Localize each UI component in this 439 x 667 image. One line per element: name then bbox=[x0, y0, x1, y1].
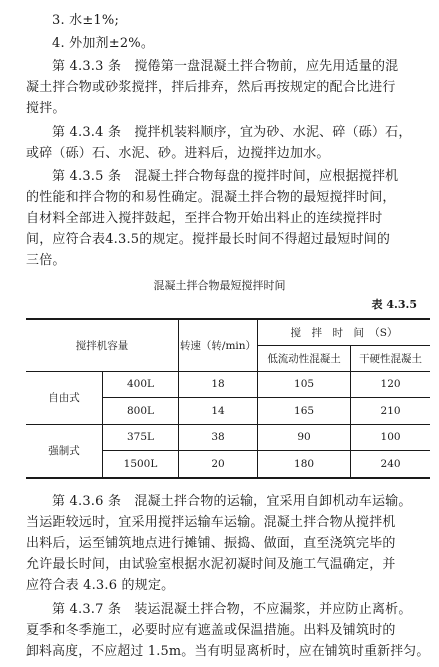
clause-4-3-4-line-2: 或碎（砾）石、水泥、砂。进料后，边搅拌边加水。 bbox=[26, 146, 330, 161]
table-number: 表 4.3.5 bbox=[371, 298, 417, 311]
clause-4-3-3-line-1: 第 4.3.3 条 搅倦第一盘混凝土拌合物前，应先用适量的混 bbox=[52, 59, 399, 74]
clause-4-3-7-line-2: 夏季和冬季施工，必要时应有遮盖或保温措施。出料及铺筑时的 bbox=[26, 623, 396, 638]
list-item-water: 3. 水±1%; bbox=[52, 13, 120, 28]
speed-cell: 38 bbox=[179, 424, 258, 451]
clause-4-3-5-line-1: 第 4.3.5 条 混凝土拌合物每盘的搅拌时间，应根据搅拌机 bbox=[52, 169, 399, 184]
clause-4-3-6-line-1: 第 4.3.6 条 混凝土拌合物的运输，宜采用自卸机动车运输。 bbox=[52, 494, 412, 509]
clause-4-3-3-line-2: 凝土拌合物或砂浆搅拌，拌后排弃，然后再按规定的配合比进行 bbox=[26, 80, 396, 95]
capacity-cell: 800L bbox=[126, 404, 154, 417]
clause-4-3-5-line-4: 间，应符合表4.3.5的规定。搅拌最长时间不得超过最短时间的 bbox=[26, 232, 391, 247]
dry-concrete-cell: 210 bbox=[351, 398, 430, 425]
capacity-cell: 375L bbox=[103, 425, 178, 452]
clause-4-3-6-line-4: 允许最长时间，由试验室根据水泥初凝时间及施工气温确定，并 bbox=[26, 557, 396, 572]
table-row bbox=[26, 371, 430, 398]
clause-4-3-6-line-2: 当运距较远时，宜采用搅拌运输车运输。混凝土拌合物从搅拌机 bbox=[26, 515, 396, 530]
header-mixer-capacity: 搅拌机容量 bbox=[26, 319, 179, 371]
low-fluidity-cell: 165 bbox=[258, 398, 351, 425]
group-forced: 强制式 bbox=[26, 425, 103, 477]
clause-4-3-7-line-1: 第 4.3.7 条 装运混凝土拌合物，不应漏浆，并应防止离析。 bbox=[52, 602, 412, 617]
capacity-cell: 1500L bbox=[123, 457, 158, 470]
clause-4-3-7-line-3: 卸料高度，不应超过 1.5m。当有明显离析时，应在铺筑时重新拌匀。 bbox=[26, 644, 430, 659]
low-fluidity-cell: 180 bbox=[258, 451, 351, 478]
dry-concrete-cell: 100 bbox=[351, 424, 430, 451]
speed-cell: 20 bbox=[179, 451, 258, 478]
list-item-admixture: 4. 外加剂±2%。 bbox=[52, 36, 155, 51]
mixing-time-table bbox=[26, 318, 430, 479]
clause-4-3-5-line-5: 三倍。 bbox=[26, 253, 66, 268]
header-speed: 转速（转/min） bbox=[179, 319, 258, 371]
clause-4-3-4-line-1: 第 4.3.4 条 搅拌机装料顺序，宜为砂、水泥、碎（砾）石， bbox=[52, 125, 412, 140]
clause-4-3-6-line-5: 应符合表 4.3.6 的规定。 bbox=[26, 578, 175, 593]
speed-cell: 18 bbox=[179, 371, 258, 398]
clause-4-3-6-line-3: 出料后，运至铺筑地点进行摊铺、振捣、做面，直至浇筑完毕的 bbox=[26, 536, 396, 551]
group-free-fall: 自由式 bbox=[26, 372, 103, 424]
header-low-fluidity: 低流动性混凝土 bbox=[258, 345, 351, 371]
clause-4-3-5-line-2: 的性能和拌合物的和易性确定。混凝土拌合物的最短搅拌时间， bbox=[26, 190, 396, 205]
table-row bbox=[26, 424, 430, 451]
capacity-cell: 400L bbox=[103, 372, 178, 399]
low-fluidity-cell: 105 bbox=[258, 371, 351, 398]
low-fluidity-cell: 90 bbox=[258, 424, 351, 451]
dry-concrete-cell: 120 bbox=[351, 371, 430, 398]
header-mixing-time: 搅 拌 时 间 （S） bbox=[258, 319, 431, 345]
clause-4-3-3-line-3: 搅拌。 bbox=[26, 101, 66, 116]
dry-concrete-cell: 240 bbox=[351, 451, 430, 478]
speed-cell: 14 bbox=[179, 398, 258, 425]
clause-4-3-5-line-3: 自材料全部进入搅拌鼓起，至拌合物开始出料止的连续搅拌时 bbox=[26, 211, 383, 226]
header-dry-concrete: 干硬性混凝土 bbox=[351, 345, 430, 371]
table-caption: 混凝土拌合物最短搅拌时间 bbox=[153, 279, 286, 292]
